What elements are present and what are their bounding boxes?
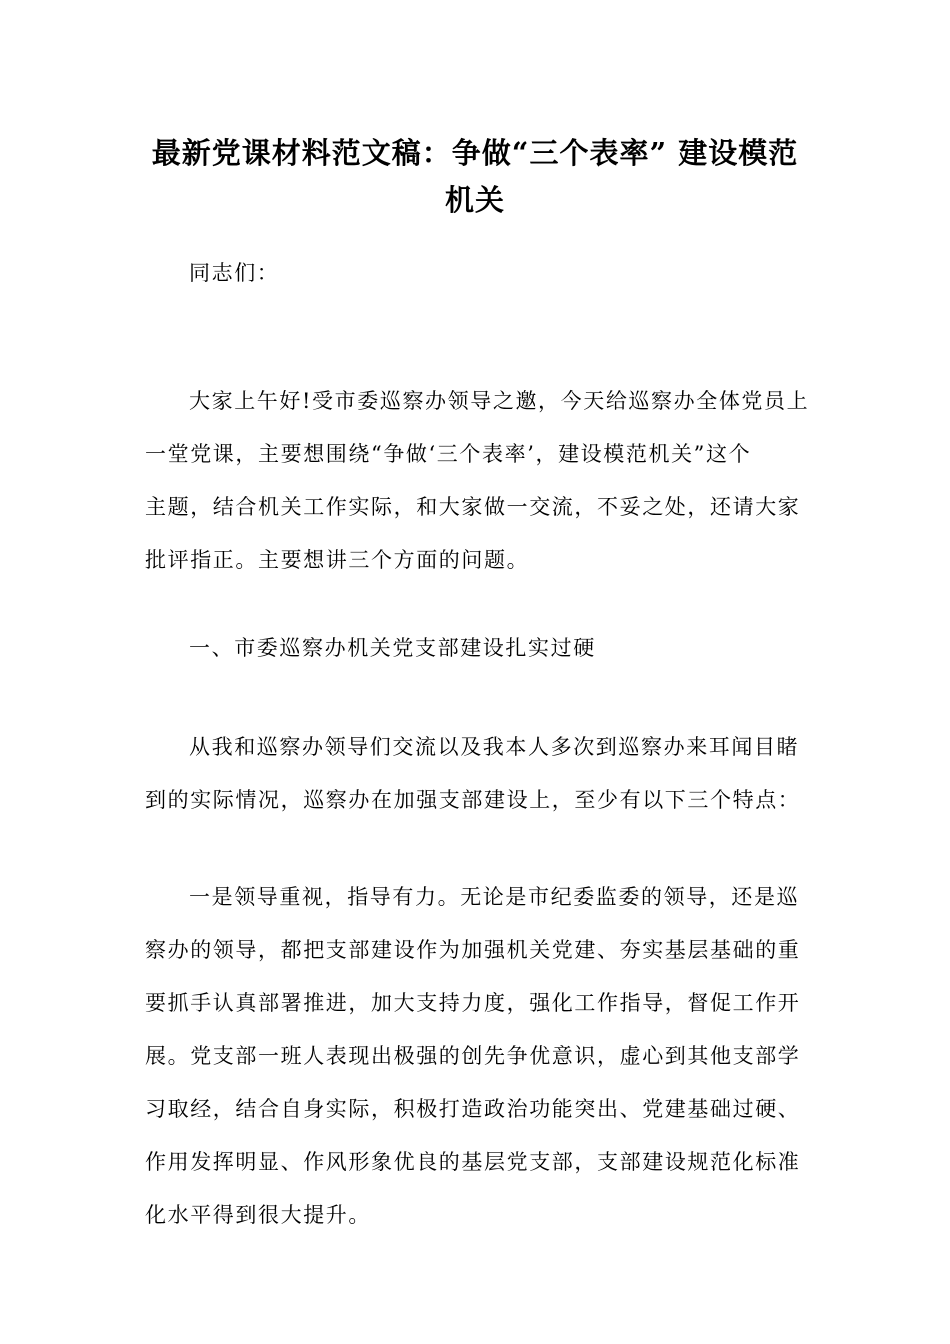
paragraph-line: 化水平得到很大提升。 — [145, 1203, 371, 1227]
paragraph-line: 察办的领导，都把支部建设作为加强机关党建、夯实基层基础的重 — [145, 938, 801, 962]
opening-paragraph — [145, 375, 810, 587]
paragraph-line: 要抓手认真部署推进，加大支持力度，强化工作指导，督促工作开 — [145, 991, 801, 1015]
document-title — [145, 130, 805, 224]
section-heading — [145, 622, 793, 675]
body-paragraph — [145, 721, 801, 827]
paragraph-line: 到的实际情况，巡察办在加强支部建设上，至少有以下三个特点： — [145, 788, 801, 812]
paragraph-line: 一是领导重视，指导有力。无论是市纪委监委的领导，还是巡 — [189, 885, 800, 909]
paragraph-line: 作用发挥明显、作风形象优良的基层党支部，支部建设规范化标准 — [145, 1150, 801, 1174]
paragraph-line: 同志们： — [189, 261, 280, 285]
paragraph-line: 主题，结合机关工作实际，和大家做一交流，不妥之处，还请大家 — [145, 495, 801, 519]
paragraph-line: 习取经，结合自身实际，积极打造政治功能突出、党建基础过硬、 — [145, 1097, 801, 1121]
paragraph-line: 大家上午好!受市委巡察办领导之邀，今天给巡察办全体党员上 — [189, 389, 810, 413]
paragraph-line: 展。党支部一班人表现出极强的创先争优意识，虚心到其他支部学 — [145, 1044, 801, 1068]
paragraph-line: 一、市委巡察办机关党支部建设扎实过硬 — [189, 636, 596, 660]
paragraph-line: 从我和巡察办领导们交流以及我本人多次到巡察办来耳闻目睹 — [189, 735, 800, 759]
title-line: 最新党课材料范文稿：争做“三个表率” 建设模范 — [151, 136, 799, 170]
paragraph-line: 一堂党课，主要想围绕“争做‘三个表率’，建设模范机关”这个 — [145, 442, 752, 466]
salutation-paragraph — [145, 247, 793, 300]
body-paragraph — [145, 871, 801, 1242]
paragraph-line: 批评指正。主要想讲三个方面的问题。 — [145, 548, 530, 572]
title-line: 机关 — [444, 183, 505, 217]
